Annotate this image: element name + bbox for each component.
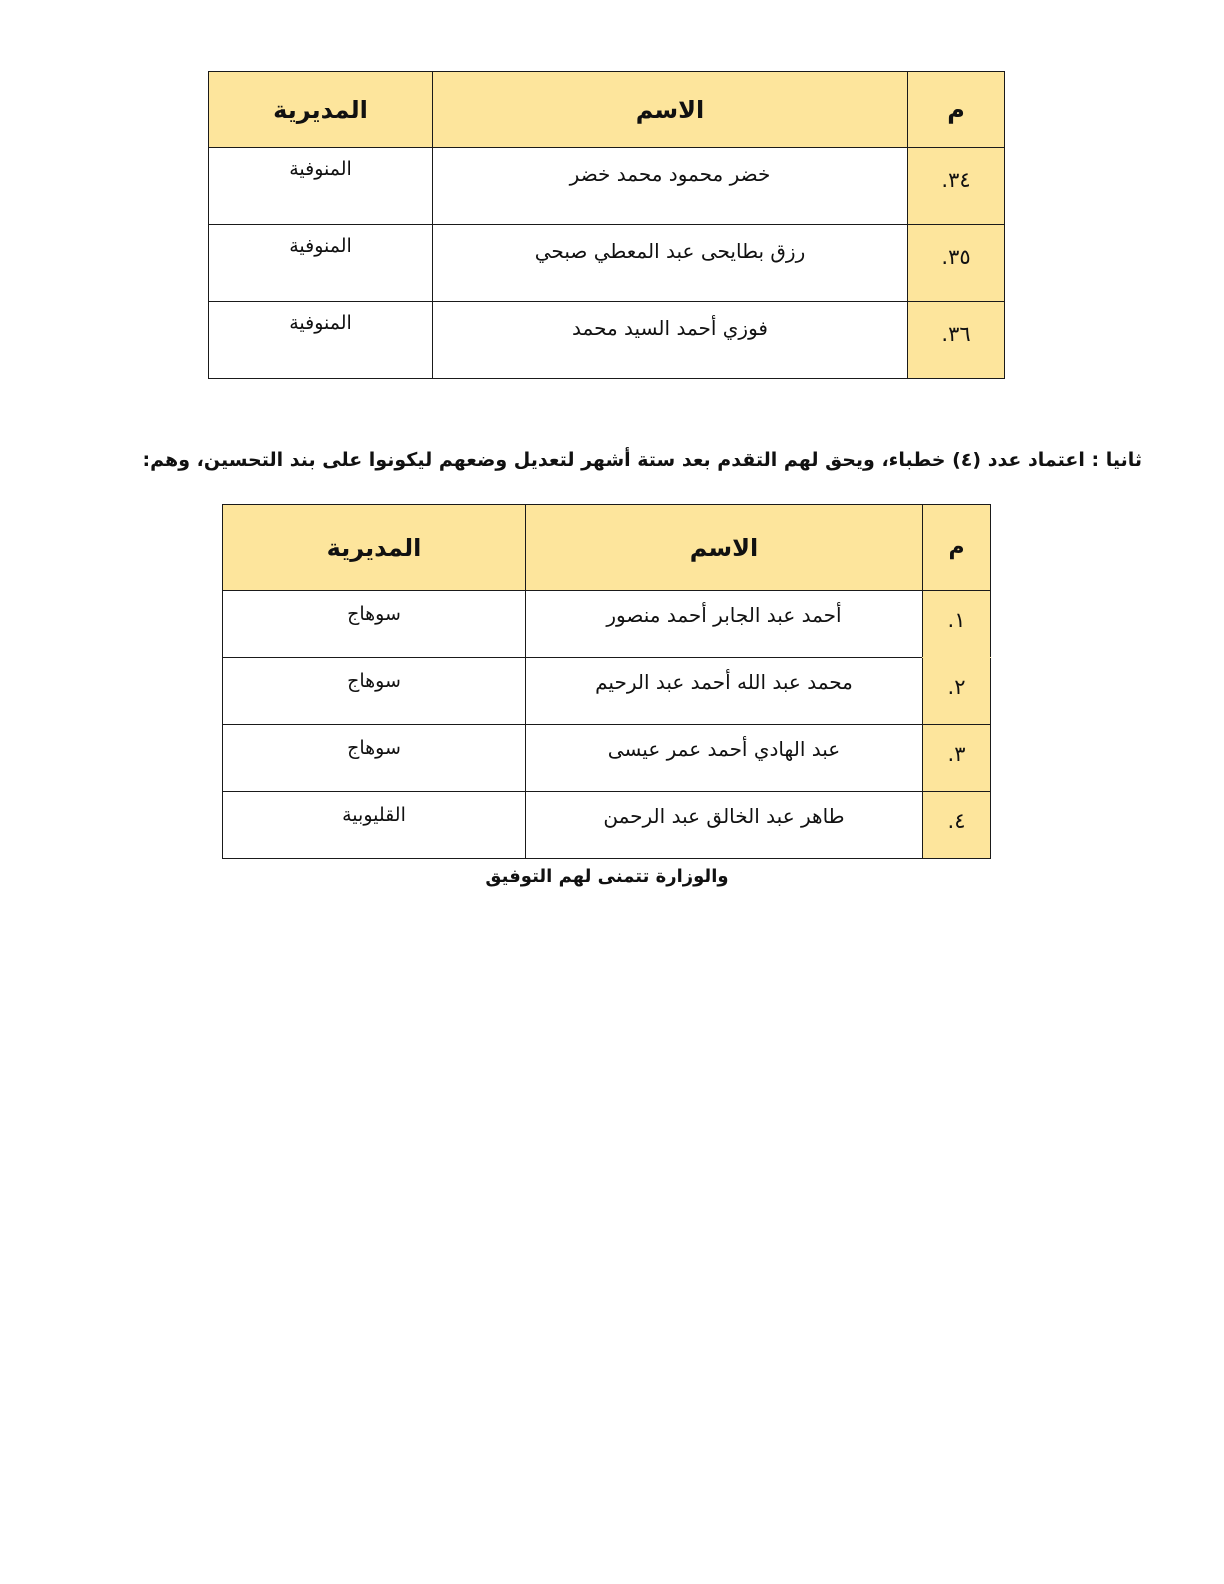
table-row bbox=[223, 725, 991, 792]
row-number: ٣٤. bbox=[908, 148, 1005, 225]
table-row bbox=[223, 591, 991, 658]
closing-line: والوزارة تتمنى لهم التوفيق bbox=[485, 866, 729, 887]
row-directorate: سوهاج bbox=[223, 658, 526, 725]
row-number: ٢. bbox=[923, 658, 991, 725]
header-name: الاسم bbox=[526, 505, 923, 591]
table-header-row bbox=[209, 72, 1005, 148]
table-row bbox=[223, 792, 991, 859]
header-number: م bbox=[908, 72, 1005, 148]
table-row bbox=[223, 658, 991, 725]
row-number: ٣٥. bbox=[908, 225, 1005, 302]
row-name: طاهر عبد الخالق عبد الرحمن bbox=[526, 792, 923, 859]
row-directorate: المنوفية bbox=[209, 225, 433, 302]
table-row bbox=[209, 302, 1005, 379]
row-name: رزق بطايحى عبد المعطي صبحي bbox=[433, 225, 908, 302]
header-name: الاسم bbox=[433, 72, 908, 148]
row-directorate: المنوفية bbox=[209, 148, 433, 225]
row-number: ٣٦. bbox=[908, 302, 1005, 379]
row-name: محمد عبد الله أحمد عبد الرحيم bbox=[526, 658, 923, 725]
table-row bbox=[209, 225, 1005, 302]
imams-table-continued bbox=[208, 71, 1005, 379]
imams-improvement-table bbox=[222, 504, 991, 859]
row-number: ٣. bbox=[923, 725, 991, 792]
header-number: م bbox=[923, 505, 991, 591]
row-name: عبد الهادي أحمد عمر عيسى bbox=[526, 725, 923, 792]
row-name: أحمد عبد الجابر أحمد منصور bbox=[526, 591, 923, 658]
section-heading: ثانيا : اعتماد عدد (٤) خطباء، ويحق لهم التقدم بعد ستة أشهر لتعديل وضعهم ليكونوا على بند التحسين، وهم: bbox=[142, 449, 1142, 471]
row-name: فوزي أحمد السيد محمد bbox=[433, 302, 908, 379]
row-directorate: سوهاج bbox=[223, 725, 526, 792]
header-directorate: المديرية bbox=[209, 72, 433, 148]
row-directorate: المنوفية bbox=[209, 302, 433, 379]
table-header-row bbox=[223, 505, 991, 591]
row-directorate: القليوبية bbox=[223, 792, 526, 859]
header-directorate: المديرية bbox=[223, 505, 526, 591]
row-number: ١. bbox=[923, 591, 991, 658]
row-number: ٤. bbox=[923, 792, 991, 859]
table-row bbox=[209, 148, 1005, 225]
row-name: خضر محمود محمد خضر bbox=[433, 148, 908, 225]
row-directorate: سوهاج bbox=[223, 591, 526, 658]
